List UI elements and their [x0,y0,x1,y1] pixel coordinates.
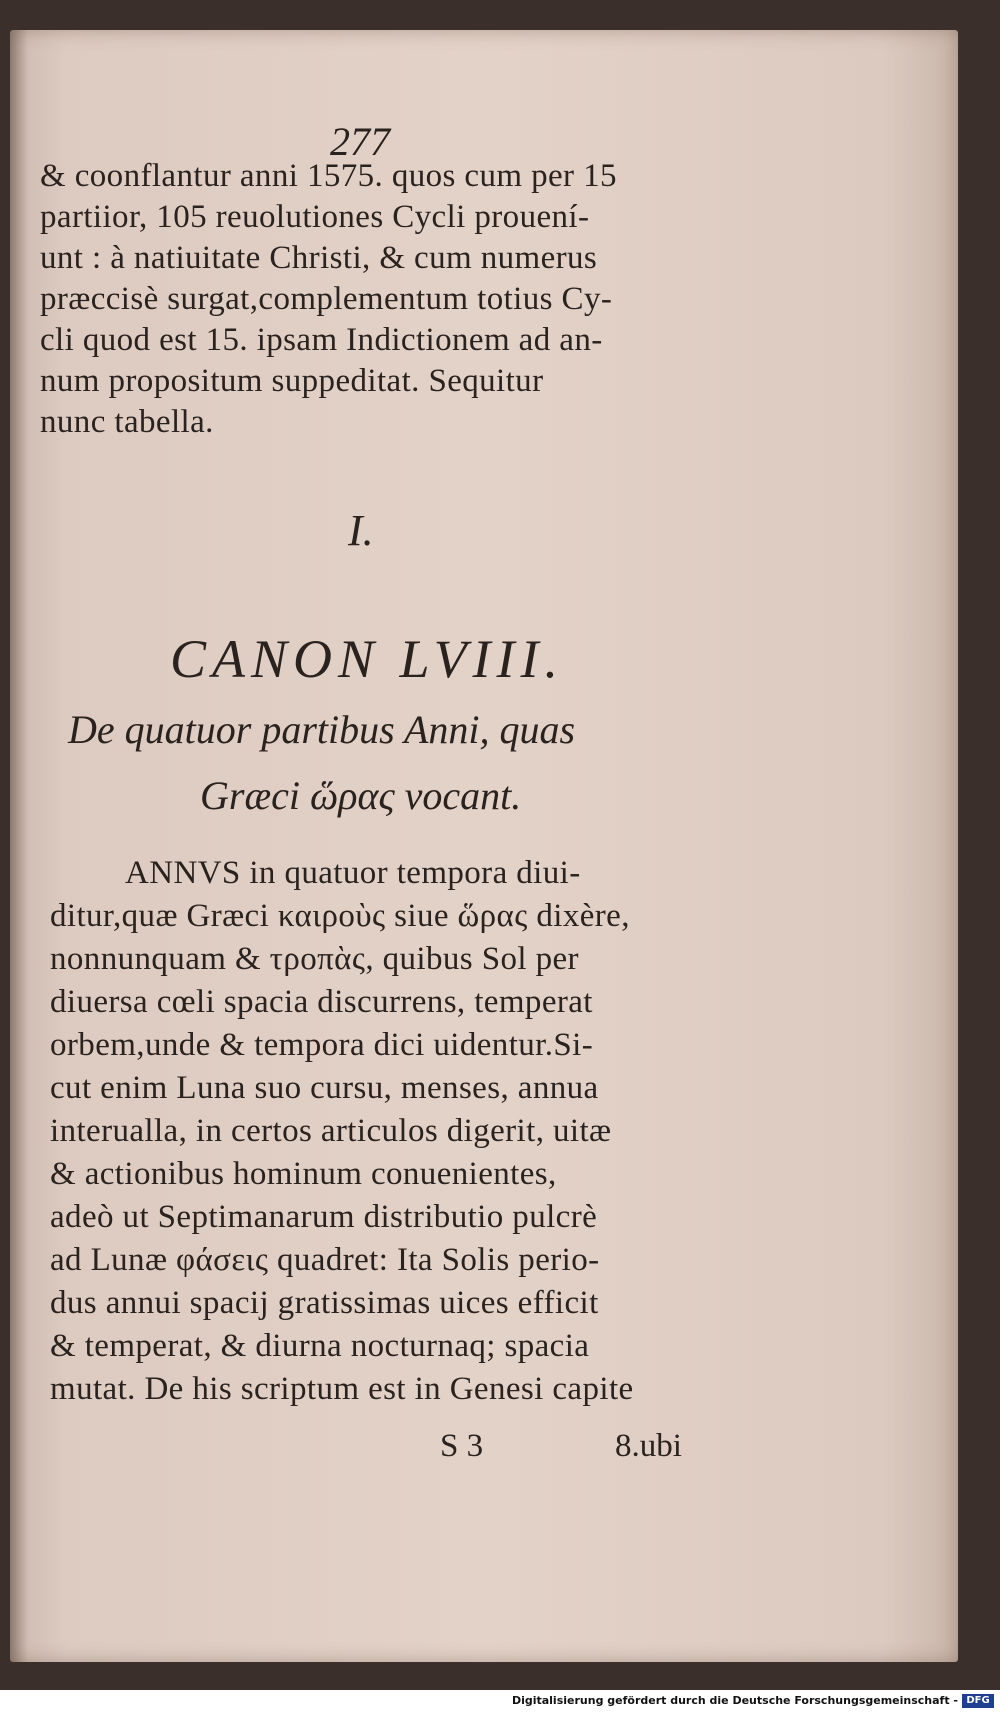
page-gutter-shadow [10,30,28,1662]
text-line: & temperat, & diurna nocturnaq; spacia [50,1328,590,1364]
text-line: cli quod est 15. ipsam Indictionem ad an- [40,322,603,358]
text-line: partiior, 105 reuolutiones Cycli prouení- [40,199,590,235]
text-line: præccisè surgat,complementum totius Cy- [40,281,613,317]
text-line: diuersa cœli spacia discurrens, temperat [50,984,593,1020]
canon-subtitle-line-1: De quatuor partibus Anni, quas [68,707,576,752]
canon-heading: CANON LVIII. [170,629,564,689]
text-line: ad Lunæ φάσεις quadret: Ita Solis perio- [50,1242,600,1278]
text-line: mutat. De his scriptum est in Genesi capite [50,1371,634,1407]
text-line: cut enim Luna suo cursu, menses, annua [50,1070,599,1106]
text-line: adeò ut Septimanarum distributio pulcrè [50,1199,598,1235]
dfg-logo: DFG [962,1694,994,1708]
page-number: 277 [330,119,390,164]
text-line: nunc tabella. [40,404,214,440]
signature-mark: S 3 [440,1428,484,1464]
catchword: 8.ubi [615,1428,682,1464]
text-line: unt : à natiuitate Christi, & cum numerus [40,240,598,276]
text-line: orbem,unde & tempora dici uidentur.Si- [50,1027,594,1063]
text-line: nonnunquam & τροπὰς, quibus Sol per [50,941,579,977]
funding-credit: Digitalisierung gefördert durch die Deutsche Forschungsgemeinschaft - [511,1694,958,1707]
text-line: & coonflantur anni 1575. quos cum per 15 [40,158,617,194]
text-line: num propositum suppeditat. Sequitur [40,363,544,399]
text-line: & actionibus hominum conuenientes, [50,1156,557,1192]
text-line: ANNVS in quatuor tempora diui- [125,855,581,891]
text-line: interualla, in certos articulos digerit, uitæ [50,1113,612,1149]
text-line: ditur,quæ Græci καιροὺς siue ὥρας dixère, [50,898,630,934]
section-numeral: I. [348,506,374,555]
canon-subtitle-line-2: Græci ὥρας vocant. [200,773,522,818]
text-line: dus annui spacij gratissimas uices efficit [50,1285,599,1321]
